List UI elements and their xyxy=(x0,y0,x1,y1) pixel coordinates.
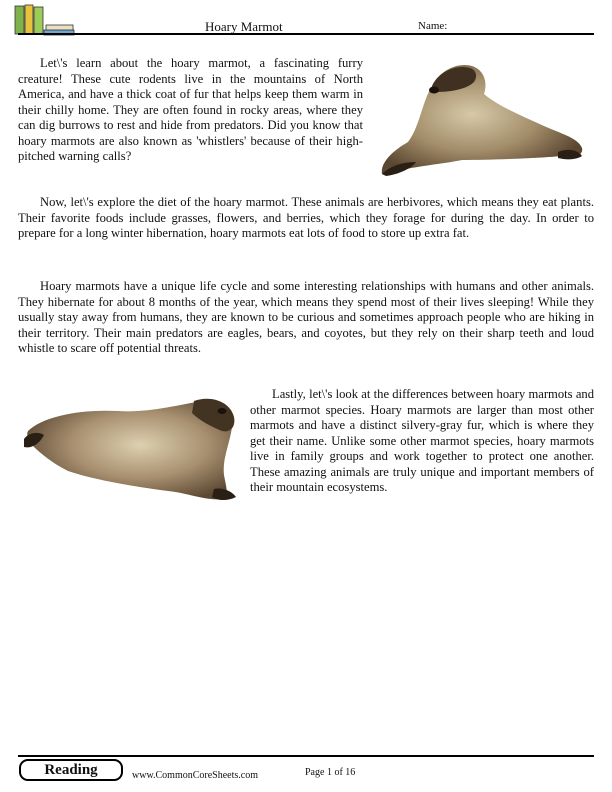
paragraph-differences-block xyxy=(18,387,594,524)
page-number: Page 1 of 16 xyxy=(305,767,356,778)
header-divider xyxy=(18,33,594,35)
paragraph-diet: Now, let\'s explore the diet of the hoary marmot. These animals are herbivores, which means they eat plants. Their favorite foods include grasses, flowers, and berries, which they forage for during the day. In order to prepare for a long winter hibernation, hoary marmots eat lots of food to store up extra fat. xyxy=(18,195,594,240)
paragraph-life-cycle: Hoary marmots have a unique life cycle and some interesting relationships with humans and other animals. They hibernate for about 8 months of the year, which means they spend most of their lives sleeping! While they usually stay away from humans, they are known to be curious and sometimes approach people who are hiking in their territory. Their main predators are eagles, bears, and coyotes, but they rely on their sharp teeth and loud whistle to scare off potential threats. xyxy=(18,279,594,355)
reading-badge: Reading xyxy=(19,759,123,781)
website-link[interactable]: www.CommonCoreSheets.com xyxy=(132,770,259,781)
hoary-marmot-photo-1 xyxy=(372,56,586,180)
name-label: Name: xyxy=(418,20,448,32)
paragraph-intro: Let\'s learn about the hoary marmot, a fascinating furry creature! These cute rodents live in the mountains of North America, and have a thick coat of fur that helps keep them warm in their chilly home. They are often found in rocky areas, where they can dig burrows to rest and hide from predators. Did you know that hoary marmots are also known as 'whistlers' because of their high-pitched warning calls? xyxy=(18,56,363,163)
hoary-marmot-photo-2 xyxy=(18,387,250,524)
page-title: Hoary Marmot xyxy=(205,19,283,34)
books-logo-icon xyxy=(14,4,76,36)
paragraph-differences: Lastly, let\'s look at the differences between hoary marmots and other marmot species. Hoary marmots are larger than most other marmots and have a distinct silvery-gray fur, which is where they get their name. Unlike some other marmot species, hoary marmots live in family groups and work together to protect one another. These amazing animals are truly unique and important members of their mountain ecosystems. xyxy=(250,387,594,494)
footer-divider xyxy=(18,755,594,757)
